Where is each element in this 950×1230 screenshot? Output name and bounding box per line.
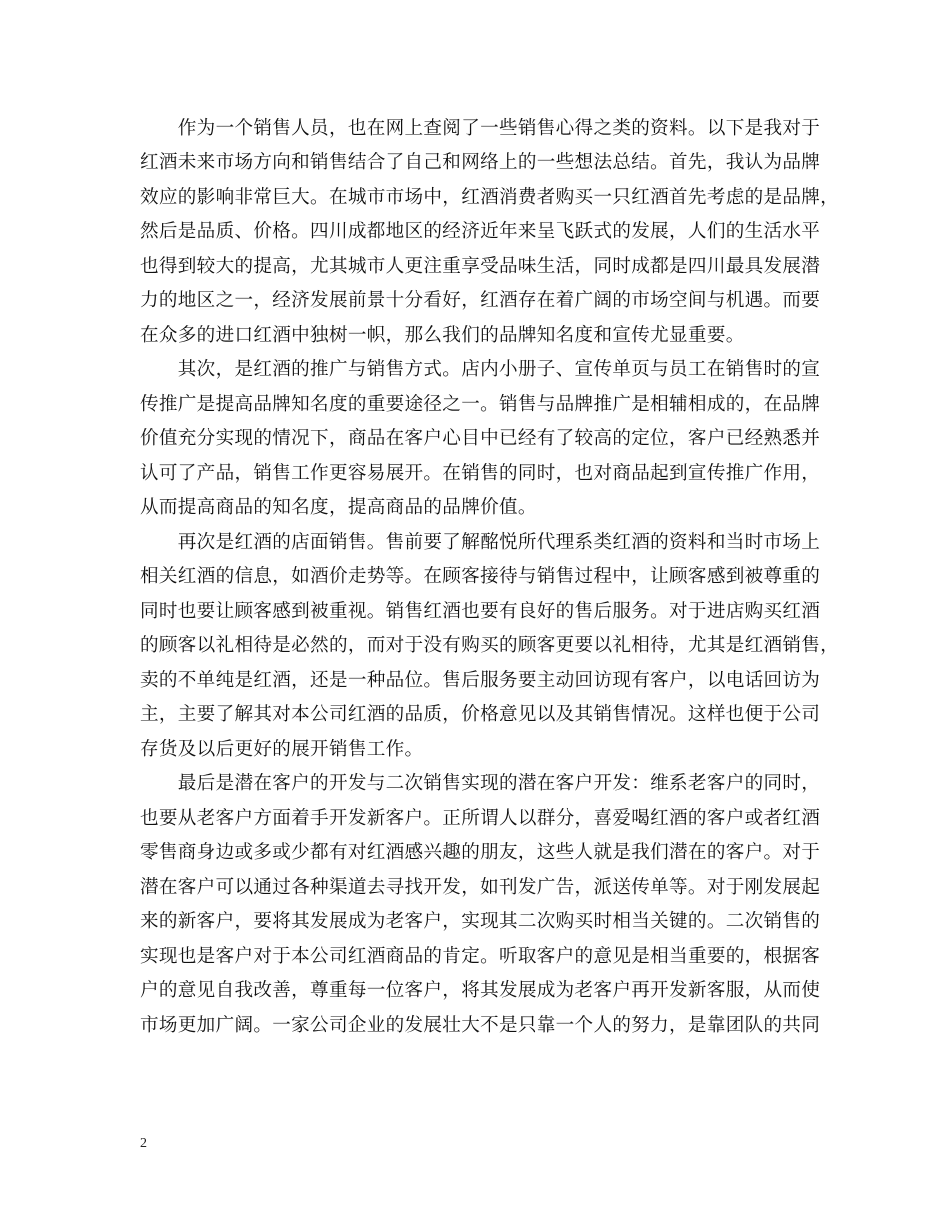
text-line: 再次是红酒的店面销售。售前要了解酩悦所代理系类红酒的资料和当时市场上: [140, 532, 821, 553]
text-line: 存货及以后更好的展开销售工作。: [140, 739, 424, 760]
text-line: 最后是潜在客户的开发与二次销售实现的潜在客户开发：维系老客户的同时，: [140, 773, 821, 794]
text-line: 也要从老客户方面着手开发新客户。正所谓人以群分，喜爱喝红酒的客户或者红酒: [140, 808, 821, 829]
text-line: 零售商身边或多或少都有对红酒感兴趣的朋友，这些人就是我们潜在的客户。对于: [140, 842, 821, 863]
text-line: 然后是品质、价格。四川成都地区的经济近年来呈飞跃式的发展，人们的生活水平: [140, 221, 821, 242]
text-line: 认可了产品，销售工作更容易展开。在销售的同时，也对商品起到宣传推广作用，: [140, 463, 821, 484]
text-line: 其次，是红酒的推广与销售方式。店内小册子、宣传单页与员工在销售时的宣: [140, 359, 821, 380]
text-line: 从而提高商品的知名度，提高商品的品牌价值。: [140, 497, 537, 518]
text-line: 传推广是提高品牌知名度的重要途径之一。销售与品牌推广是相辅相成的，在品牌: [140, 394, 821, 415]
text-line: 户的意见自我改善，尊重每一位客户，将其发展成为老客户再开发新客服，从而使: [140, 980, 821, 1001]
text-line: 的顾客以礼相待是必然的，而对于没有购买的顾客更要以礼相待，尤其是红酒销售，: [140, 635, 840, 656]
text-line: 力的地区之一，经济发展前景十分看好，红酒存在着广阔的市场空间与机遇。而要: [140, 290, 821, 311]
text-line: 价值充分实现的情况下，商品在客户心目中已经有了较高的定位，客户已经熟悉并: [140, 428, 821, 449]
text-line: 主，主要了解其对本公司红酒的品质，价格意见以及其销售情况。这样也便于公司: [140, 704, 821, 725]
text-line: 相关红酒的信息，如酒价走势等。在顾客接待与销售过程中，让顾客感到被尊重的: [140, 566, 821, 587]
text-line: 也得到较大的提高，尤其城市人更注重享受品味生活，同时成都是四川最具发展潜: [140, 256, 821, 277]
text-line: 来的新客户，要将其发展成为老客户，实现其二次购买时相当关键的。二次销售的: [140, 911, 821, 932]
text-line: 红酒未来市场方向和销售结合了自己和网络上的一些想法总结。首先，我认为品牌: [140, 152, 821, 173]
text-line: 潜在客户可以通过各种渠道去寻找开发，如刊发广告，派送传单等。对于刚发展起: [140, 877, 821, 898]
text-line: 卖的不单纯是红酒，还是一种品位。售后服务要主动回访现有客户，以电话回访为: [140, 670, 821, 691]
text-line: 效应的影响非常巨大。在城市市场中，红酒消费者购买一只红酒首先考虑的是品牌，: [140, 187, 840, 208]
text-line: 在众多的进口红酒中独树一帜，那么我们的品牌知名度和宣传尤显重要。: [140, 325, 745, 346]
text-line: 实现也是客户对于本公司红酒商品的肯定。听取客户的意见是相当重要的，根据客: [140, 946, 821, 967]
text-line: 同时也要让顾客感到被重视。销售红酒也要有良好的售后服务。对于进店购买红酒: [140, 601, 821, 622]
text-line: 市场更加广阔。一家公司企业的发展壮大不是只靠一个人的努力，是靠团队的共同: [140, 1015, 821, 1036]
text-line: 作为一个销售人员，也在网上查阅了一些销售心得之类的资料。以下是我对于: [140, 118, 821, 139]
page-number: 2: [140, 1136, 147, 1151]
